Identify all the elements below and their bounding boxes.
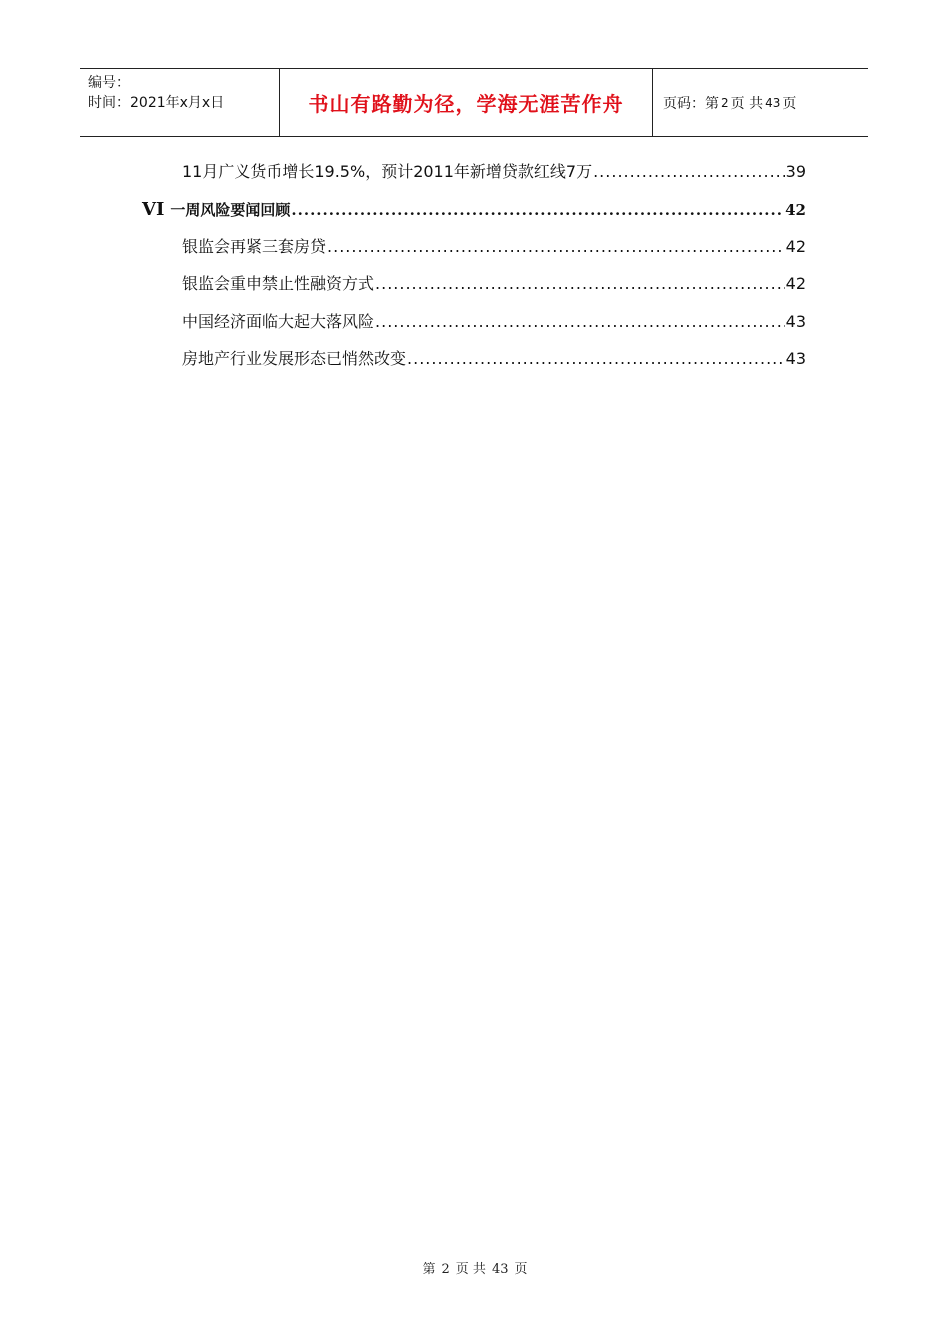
toc-leader [407, 348, 785, 370]
toc-entry[interactable] [182, 236, 806, 258]
page-prefix: 页码：第 [663, 95, 719, 112]
page-mid: 页 共 [730, 95, 764, 112]
toc-entry-page: 42 [785, 274, 806, 293]
toc-entry-page: 43 [785, 349, 806, 368]
toc-entry[interactable] [182, 273, 806, 295]
page-number: 2 [721, 95, 729, 110]
footer-page-total: 43 [491, 1262, 509, 1277]
toc-entry[interactable] [182, 348, 806, 370]
toc-entry-label: 银监会再紧三套房贷 [182, 237, 327, 256]
page-total: 43 [765, 95, 781, 110]
page-suffix: 页 [782, 95, 797, 112]
code-label: 编号： [88, 75, 130, 91]
toc-leader [375, 311, 785, 333]
header-page-info [653, 69, 868, 136]
toc-entry[interactable] [182, 161, 806, 183]
toc-leader [375, 273, 785, 295]
toc-entry-page: 42 [785, 201, 806, 219]
toc-entry-page: 42 [785, 237, 806, 256]
toc-entry-label: 中国经济面临大起大落风险 [182, 312, 375, 331]
toc-entry[interactable] [182, 311, 806, 333]
toc-entry-page: 43 [785, 312, 806, 331]
footer-suffix: 页 [514, 1262, 528, 1277]
toc-leader [291, 199, 784, 221]
toc-entry-label: 银监会重申禁止性融资方式 [182, 274, 375, 293]
toc-entry-label: 一周风险要闻回顾 [170, 201, 291, 219]
footer-prefix: 第 [422, 1262, 436, 1277]
toc-section-number: VI [142, 199, 165, 220]
header-motto: 书山有路勤为径，学海无涯苦作舟 [280, 69, 653, 136]
footer-mid: 页 共 [455, 1262, 486, 1277]
toc-leader [327, 236, 785, 258]
header-meta [80, 69, 280, 136]
page-footer [0, 1258, 950, 1277]
toc-leader [593, 161, 785, 183]
toc-entry-label: 11月广义货币增长19.5%，预计2011年新增贷款红线7万 [182, 162, 593, 181]
footer-page-number: 2 [441, 1262, 450, 1277]
date-label: 时间：2021年x月x日 [88, 95, 225, 111]
toc-entry-page: 39 [785, 162, 806, 181]
toc-entry-label: 房地产行业发展形态已悄然改变 [182, 349, 407, 368]
page-header [80, 68, 868, 137]
toc-section-entry[interactable] [142, 199, 806, 221]
